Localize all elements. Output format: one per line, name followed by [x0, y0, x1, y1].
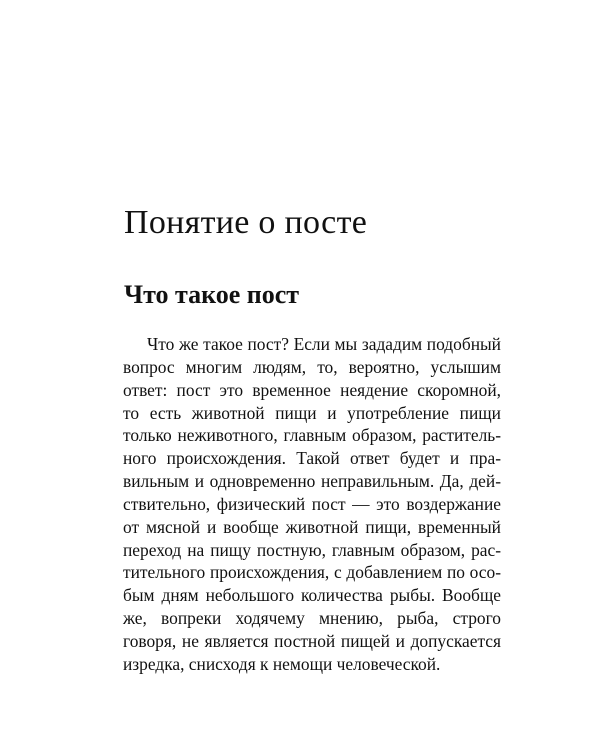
paragraph-line: тительного происхождения, с добавлением по осо- [123, 562, 501, 583]
paragraph-line: же, вопреки ходячему мнению, рыба, строго [123, 608, 501, 629]
paragraph-line: говоря, не является постной пищей и допускается [123, 630, 501, 651]
section-title: Что такое пост [124, 280, 300, 309]
chapter-title: Понятие о посте [124, 204, 368, 241]
paragraph-line: от мясной и вообще животной пищи, временный [123, 516, 501, 537]
paragraph-line: Что же такое пост? Если мы зададим подобный [147, 334, 501, 354]
paragraph-line: вопрос многим людям, то, вероятно, услышим [123, 356, 501, 377]
paragraph-line: ствительно, физический пост — это воздержание [123, 493, 501, 514]
paragraph-line: вильным и одновременно неправильным. Да, дей- [123, 471, 501, 492]
paragraph-line: бым дням небольшого количества рыбы. Вообще [123, 585, 501, 606]
paragraph-line: ного происхождения. Такой ответ будет и пра- [123, 448, 501, 469]
paragraph-line: переход на пищу постную, главным образом, рас- [123, 539, 501, 560]
paragraph-line: только неживотного, главным образом, раститель- [123, 425, 501, 446]
body-paragraph [123, 333, 501, 676]
paragraph-line: то есть животной пищи и употребление пищи [123, 402, 501, 423]
paragraph-line: ответ: пост это временное неядение скоромной, [123, 379, 501, 400]
paragraph-line: изредка, снисходя к немощи человеческой. [123, 653, 441, 674]
